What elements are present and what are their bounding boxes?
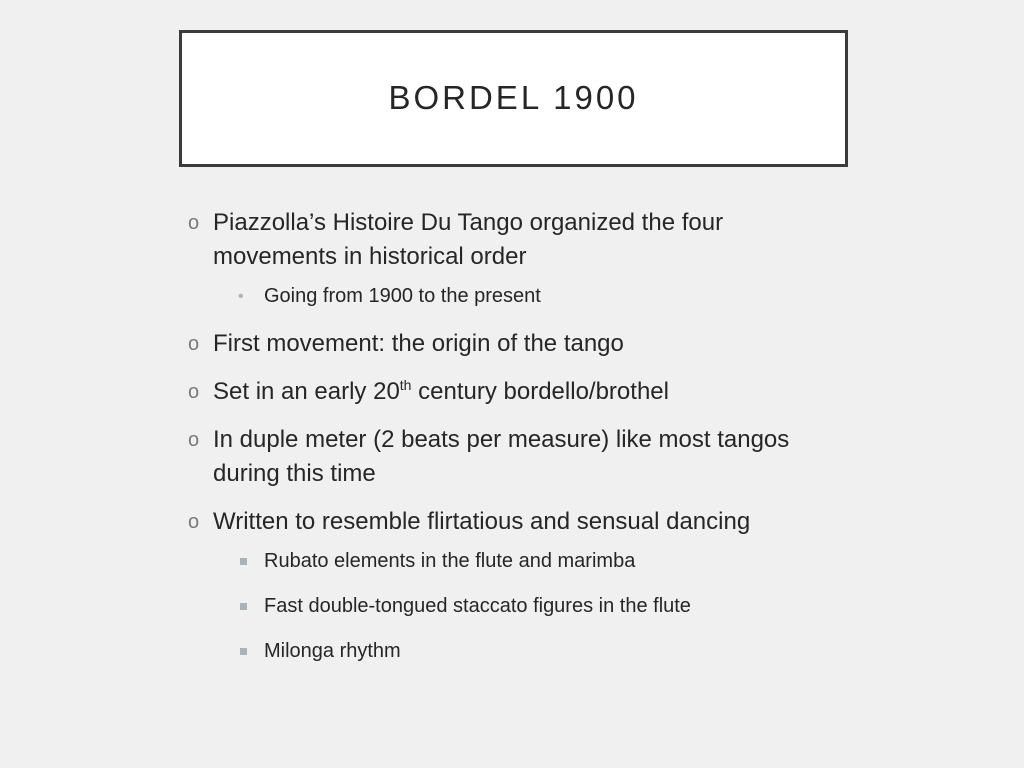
bullet-item (186, 375, 846, 409)
bullet-text: In duple meter (2 beats per measure) like most tangos during this time (213, 426, 790, 487)
circle-bullet-icon: o (188, 333, 200, 355)
bullet-text: First movement: the origin of the tango (213, 330, 624, 357)
title-box (179, 30, 848, 167)
bullet-text-part: Set in an early 20 (213, 378, 400, 405)
slide-content (186, 206, 846, 682)
sub-bullet-text: Milonga rhythm (264, 640, 401, 662)
square-bullet-icon (240, 603, 247, 610)
sub-bullet-item (186, 282, 846, 311)
bullet-text (213, 378, 669, 405)
bullet-text: Piazzolla’s Histoire Du Tango organized the four movements in historical order (213, 209, 724, 270)
bullet-item (186, 327, 846, 361)
circle-bullet-icon: o (188, 212, 200, 234)
bullet-item (186, 423, 846, 491)
dot-bullet-icon: • (238, 288, 244, 305)
sub-bullet-item (186, 547, 846, 576)
sub-bullet-text: Rubato elements in the flute and marimba (264, 550, 636, 572)
bullet-text-part: century bordello/brothel (411, 378, 669, 405)
sub-bullet-text: Going from 1900 to the present (264, 285, 541, 307)
bullet-item (186, 206, 846, 274)
sub-bullet-text: Fast double-tongued staccato figures in the flute (264, 595, 691, 617)
circle-bullet-icon: o (188, 511, 200, 533)
circle-bullet-icon: o (188, 381, 200, 403)
sub-bullet-item (186, 592, 846, 621)
bullet-text: Written to resemble flirtatious and sensual dancing (213, 508, 751, 535)
circle-bullet-icon: o (188, 429, 200, 451)
square-bullet-icon (240, 648, 247, 655)
sub-bullet-item (186, 637, 846, 666)
slide-title: BORDEL 1900 (388, 78, 639, 116)
bullet-item (186, 505, 846, 539)
superscript: th (399, 377, 412, 393)
square-bullet-icon (240, 558, 247, 565)
